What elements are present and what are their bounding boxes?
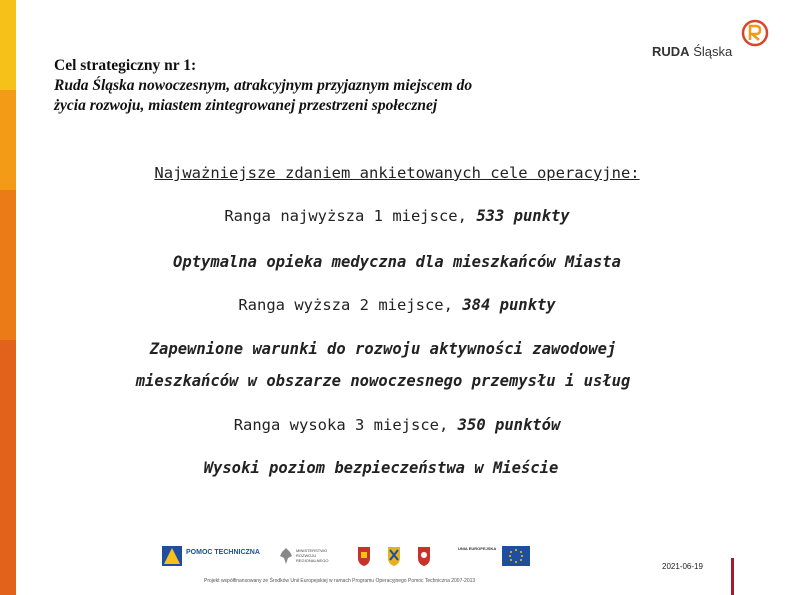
rank1-points: 533 punkty [476, 207, 570, 225]
coat-of-arms-2-icon [386, 544, 402, 568]
coat-of-arms-1-icon [356, 544, 372, 568]
ministry-label: MINISTERSTWO ROZWOJU REGIONALNEGO [296, 548, 329, 563]
ruda-slaska-emblem-icon [740, 18, 770, 48]
rank3-line [0, 416, 794, 434]
logo-wordmark [652, 44, 732, 59]
rank2-goal-line1: Zapewnione warunki do rozwoju aktywności zawodowej [149, 340, 617, 358]
accent-stripe-yellow [0, 0, 16, 90]
slide-date: 2021-06-19 [662, 562, 703, 571]
coat-of-arms-3-icon [416, 544, 432, 568]
heading-subtitle-line2: życia rozwoju, miastem zintegrowanej przestrzeni społecznej [54, 97, 438, 114]
pomoc-techniczna-emblem-icon [160, 544, 184, 568]
rank2-points: 384 punkty [462, 296, 556, 314]
pomoc-techniczna-label: POMOC TECHNICZNA [186, 549, 260, 556]
rank3-goal: Wysoki poziom bezpieczeństwa w Mieście [203, 459, 559, 477]
rank1-label: Ranga najwyższa 1 miejsce, [224, 207, 477, 225]
rank1-line [0, 207, 794, 225]
eu-label: UNIA EUROPEJSKA [458, 546, 497, 551]
rank3-label: Ranga wysoka 3 miejsce, [233, 416, 458, 434]
slide-heading [54, 56, 634, 116]
logo-wordmark-bold: RUDA [652, 44, 690, 59]
rank2-line [0, 296, 794, 314]
rank2-goal-line2: mieszkańców w obszarze nowoczesnego przemysłu i usług [135, 372, 631, 390]
footer-accent-bar [731, 558, 734, 595]
heading-subtitle-line1: Ruda Śląska nowoczesnym, atrakcyjnym przyjaznym miejscem do [54, 77, 473, 94]
polish-eagle-icon [278, 544, 294, 568]
logo-wordmark-rest: Śląska [693, 44, 733, 59]
footer-logos [160, 540, 530, 572]
subheading: Najważniejsze zdaniem ankietowanych cele operacyjne: [154, 164, 640, 182]
rank1-goal: Optymalna opieka medyczna dla mieszkańców Miasta [173, 253, 621, 271]
eu-flag-icon [502, 544, 530, 568]
footer-caption: Projekt współfinansowany ze Środków Unii Europejskiej w ramach Programu Operacyjnego Pomoc Techniczna 2007-2013 [204, 578, 476, 584]
rank2-label: Ranga wyższa 2 miejsce, [238, 296, 463, 314]
rank3-points: 350 punktów [457, 416, 561, 434]
heading-title: Cel strategiczny nr 1: [54, 57, 197, 74]
ruda-slaska-logo [652, 18, 772, 66]
